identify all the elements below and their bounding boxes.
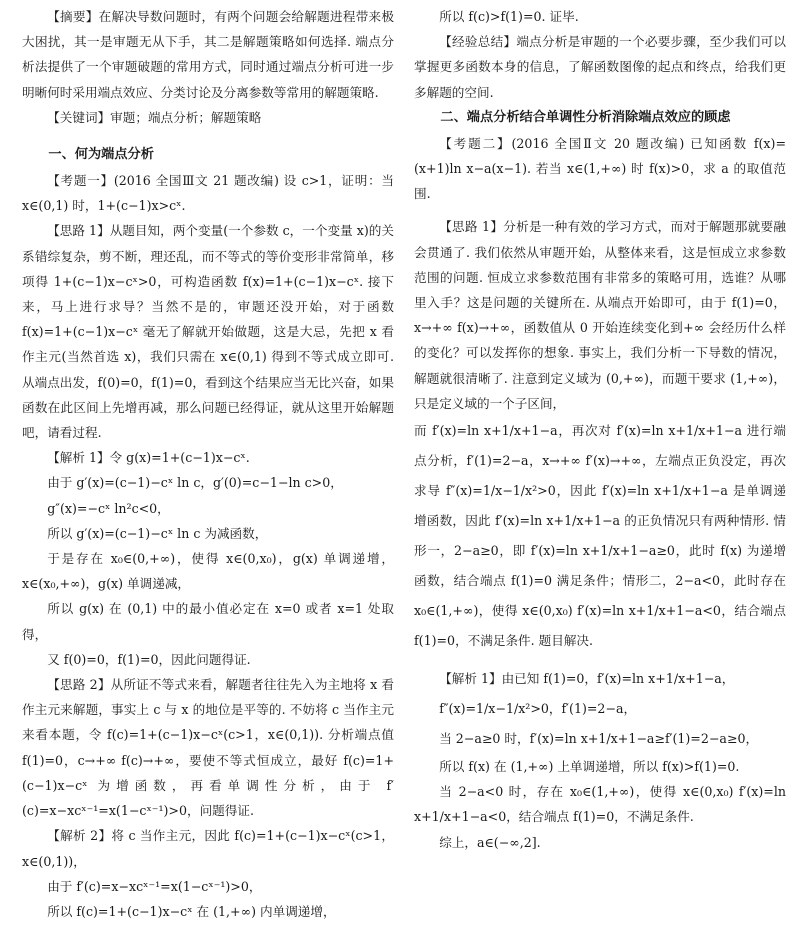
solution-1-intro: 【解析 1】令 g(x)=1+(c−1)x−cˣ. <box>47 450 250 466</box>
abstract: 【摘要】在解决导数问题时，有两个问题会给解题进程带来极大困扰，其一是审题无从下手，其二是解题策略如何选择. 端点分析法提供了一个审题破题的常用方式，同时通过端点分析可进一步明晰何时采用端点效应、分类讨论及分离参数等常用的解题策略. <box>22 9 394 100</box>
solution-1-line: 于是存在 x₀∈(0,+∞)，使得 x∈(0,x₀)，g(x) 单调递增，x∈(x₀,+∞)，g(x) 单调递减， <box>22 551 394 592</box>
idea-1: 【思路 1】从题目知，两个变量(一个参数 c，一个变量 x)的关系错综复杂，剪不断，理还乱，而不等式的等价变形非常简单，移项得 1+(c−1)x−cˣ>0，可构造函数 f(x)=1+(c−1)x−cˣ. 接下来，马上进行求导？当然不是的，审题还没开始，对于函数 f(x)=1+(c−1)x−cˣ 毫无了解就开始做题，这是大忌，先把 x 看作主元(当然首选 x)，我们只需在 x∈(0,1) 得到不等式成立即可. 从端点出发，f(0)=0，f(1)=0，看到这个结果应当无比兴奋，如果函数在此区间上先增再减，那么问题已经得证，就从这里开始解题吧，请看过程. <box>22 223 399 441</box>
solution-1-line: 由于 g′(x)=(c−1)−cˣ ln c，g′(0)=c−1−ln c>0， <box>47 475 343 491</box>
solution-2-line: 所以 f(c)=1+(c−1)x−cˣ 在 (1,+∞) 内单调递增， <box>47 903 336 919</box>
solution-3-intro: 【解析 1】由已知 f(1)=0，f′(x)=ln x+1/x+1−a， <box>439 671 735 687</box>
exam-1: 【考题一】(2016 全国Ⅲ文 21 题改编) 设 c>1，证明：当 x∈(0,1) 时，1+(c−1)x>cˣ. <box>22 173 399 214</box>
section-1-heading: 一、何为端点分析 <box>48 147 154 163</box>
idea-3-part-b: 而 f′(x)=ln x+1/x+1−a，再次对 f′(x)=ln x+1/x+1−a 进行端点分析，f′(1)=2−a，x→+∞ f′(x)→+∞，左端点正负没定，再次求导 f″(x)=1/x−1/x²>0，因此 f′(x)=ln x+1/x+1−a 是单调递增函数，因此 f′(x)=ln x+1/x+1−a 的正负情况只有两种情形. 情形一，2−a≥0，即 f′(x)=ln x+1/x+1−a≥0，此时 f(x) 为递增函数，结合端点 f(1)=0 满足条件；情形二，2−a<0，此时存在 x₀∈(1,+∞)，使得 x∈(0,x₀) f′(x)=ln x+1/x+1−a<0，结合端点 f(1)=0，不满足条件. 题目解决. <box>414 423 791 649</box>
solution-2-intro: 【解析 2】将 c 当作主元，因此 f(c)=1+(c−1)x−cˣ(c>1，x∈(0,1))， <box>22 828 394 869</box>
left-column <box>22 4 399 924</box>
idea-2: 【思路 2】从所证不等式来看，解题者往往先入为主地将 x 看作主元来解题，事实上 c 与 x 的地位是平等的. 不妨将 c 当作主元来看本题，令 f(c)=1+(c−1)x−cˣ(c>1，x∈(0,1)). 分析端点值 f(1)=0，c→+∞ f(c)→+∞，要使不等式恒成立，最好 f(c)=1+(c−1)x−cˣ 为增函数，再看单调性分析，由于 f′(c)=x−xcˣ⁻¹=x(1−cˣ⁻¹)>0，问题得证. <box>22 677 399 819</box>
continuation-line: 所以 f(c)>f(1)=0. 证毕. <box>439 9 579 24</box>
section-2-heading: 二、端点分析结合单调性分析消除端点效应的顾虑 <box>440 109 731 125</box>
solution-3-line: f″(x)=1/x−1/x²>0，f′(1)=2−a， <box>439 701 637 717</box>
solution-3-line: 所以 f(x) 在 (1,+∞) 上单调递增，所以 f(x)>f(1)=0. <box>439 759 740 775</box>
solution-1-line: 所以 g(x) 在 (0,1) 中的最小值必定在 x=0 或者 x=1 处取得， <box>22 601 394 642</box>
exam-2: 【考题二】(2016 全国Ⅱ文 20 题改编) 已知函数 f(x)=(x+1)ln x−a(x−1). 若当 x∈(1,+∞) 时 f(x)>0，求 a 的取值范围. <box>414 135 786 202</box>
right-column <box>414 4 791 855</box>
solution-1-line: g″(x)=−cˣ ln²c<0， <box>47 500 170 516</box>
solution-1-line: 又 f(0)=0，f(1)=0，因此问题得证. <box>47 651 251 667</box>
experience-summary: 【经验总结】端点分析是审题的一个必要步骤，至少我们可以掌握更多函数本身的信息，了解函数图像的起点和终点，给我们更多解题的空间. <box>414 34 786 100</box>
idea-3-part-a: 【思路 1】分析是一种有效的学习方式，而对于解题那就要融会贯通了. 我们依然从审题开始，从整体来看，这是恒成立求参数范围的问题. 恒成立求参数范围有非常多的策略可用，选谁？从哪里入手？这是问题的关键所在. 从端点开始即可，由于 f(1)=0，x→+∞ f(x)→+∞，函数值从 0 开始连续变化到+∞ 会经历什么样的变化？可以发挥你的想象. 事实上，我们分析一下导数的情况，解题就很清晰了. 注意到定义域为 (0,+∞)，而题干要求 (1,+∞)，只是定义域的一个子区间， <box>414 219 786 411</box>
solution-3-line: 当 2−a≥0 时，f′(x)=ln x+1/x+1−a≥f′(1)=2−a≥0， <box>439 731 759 747</box>
solution-3-line: 当 2−a<0 时，存在 x₀∈(1,+∞)，使得 x∈(0,x₀) f′(x)=ln x+1/x+1−a<0，结合端点 f(1)=0，不满足条件. <box>414 784 791 825</box>
solution-2-line: 由于 f′(c)=x−xcˣ⁻¹=x(1−cˣ⁻¹)>0， <box>47 878 262 894</box>
solution-1-line: 所以 g′(x)=(c−1)−cˣ ln c 为减函数， <box>47 525 268 541</box>
keywords: 【关键词】审题；端点分析；解题策略 <box>47 109 262 125</box>
solution-3-line: 综上，a∈(−∞,2]. <box>439 834 541 850</box>
